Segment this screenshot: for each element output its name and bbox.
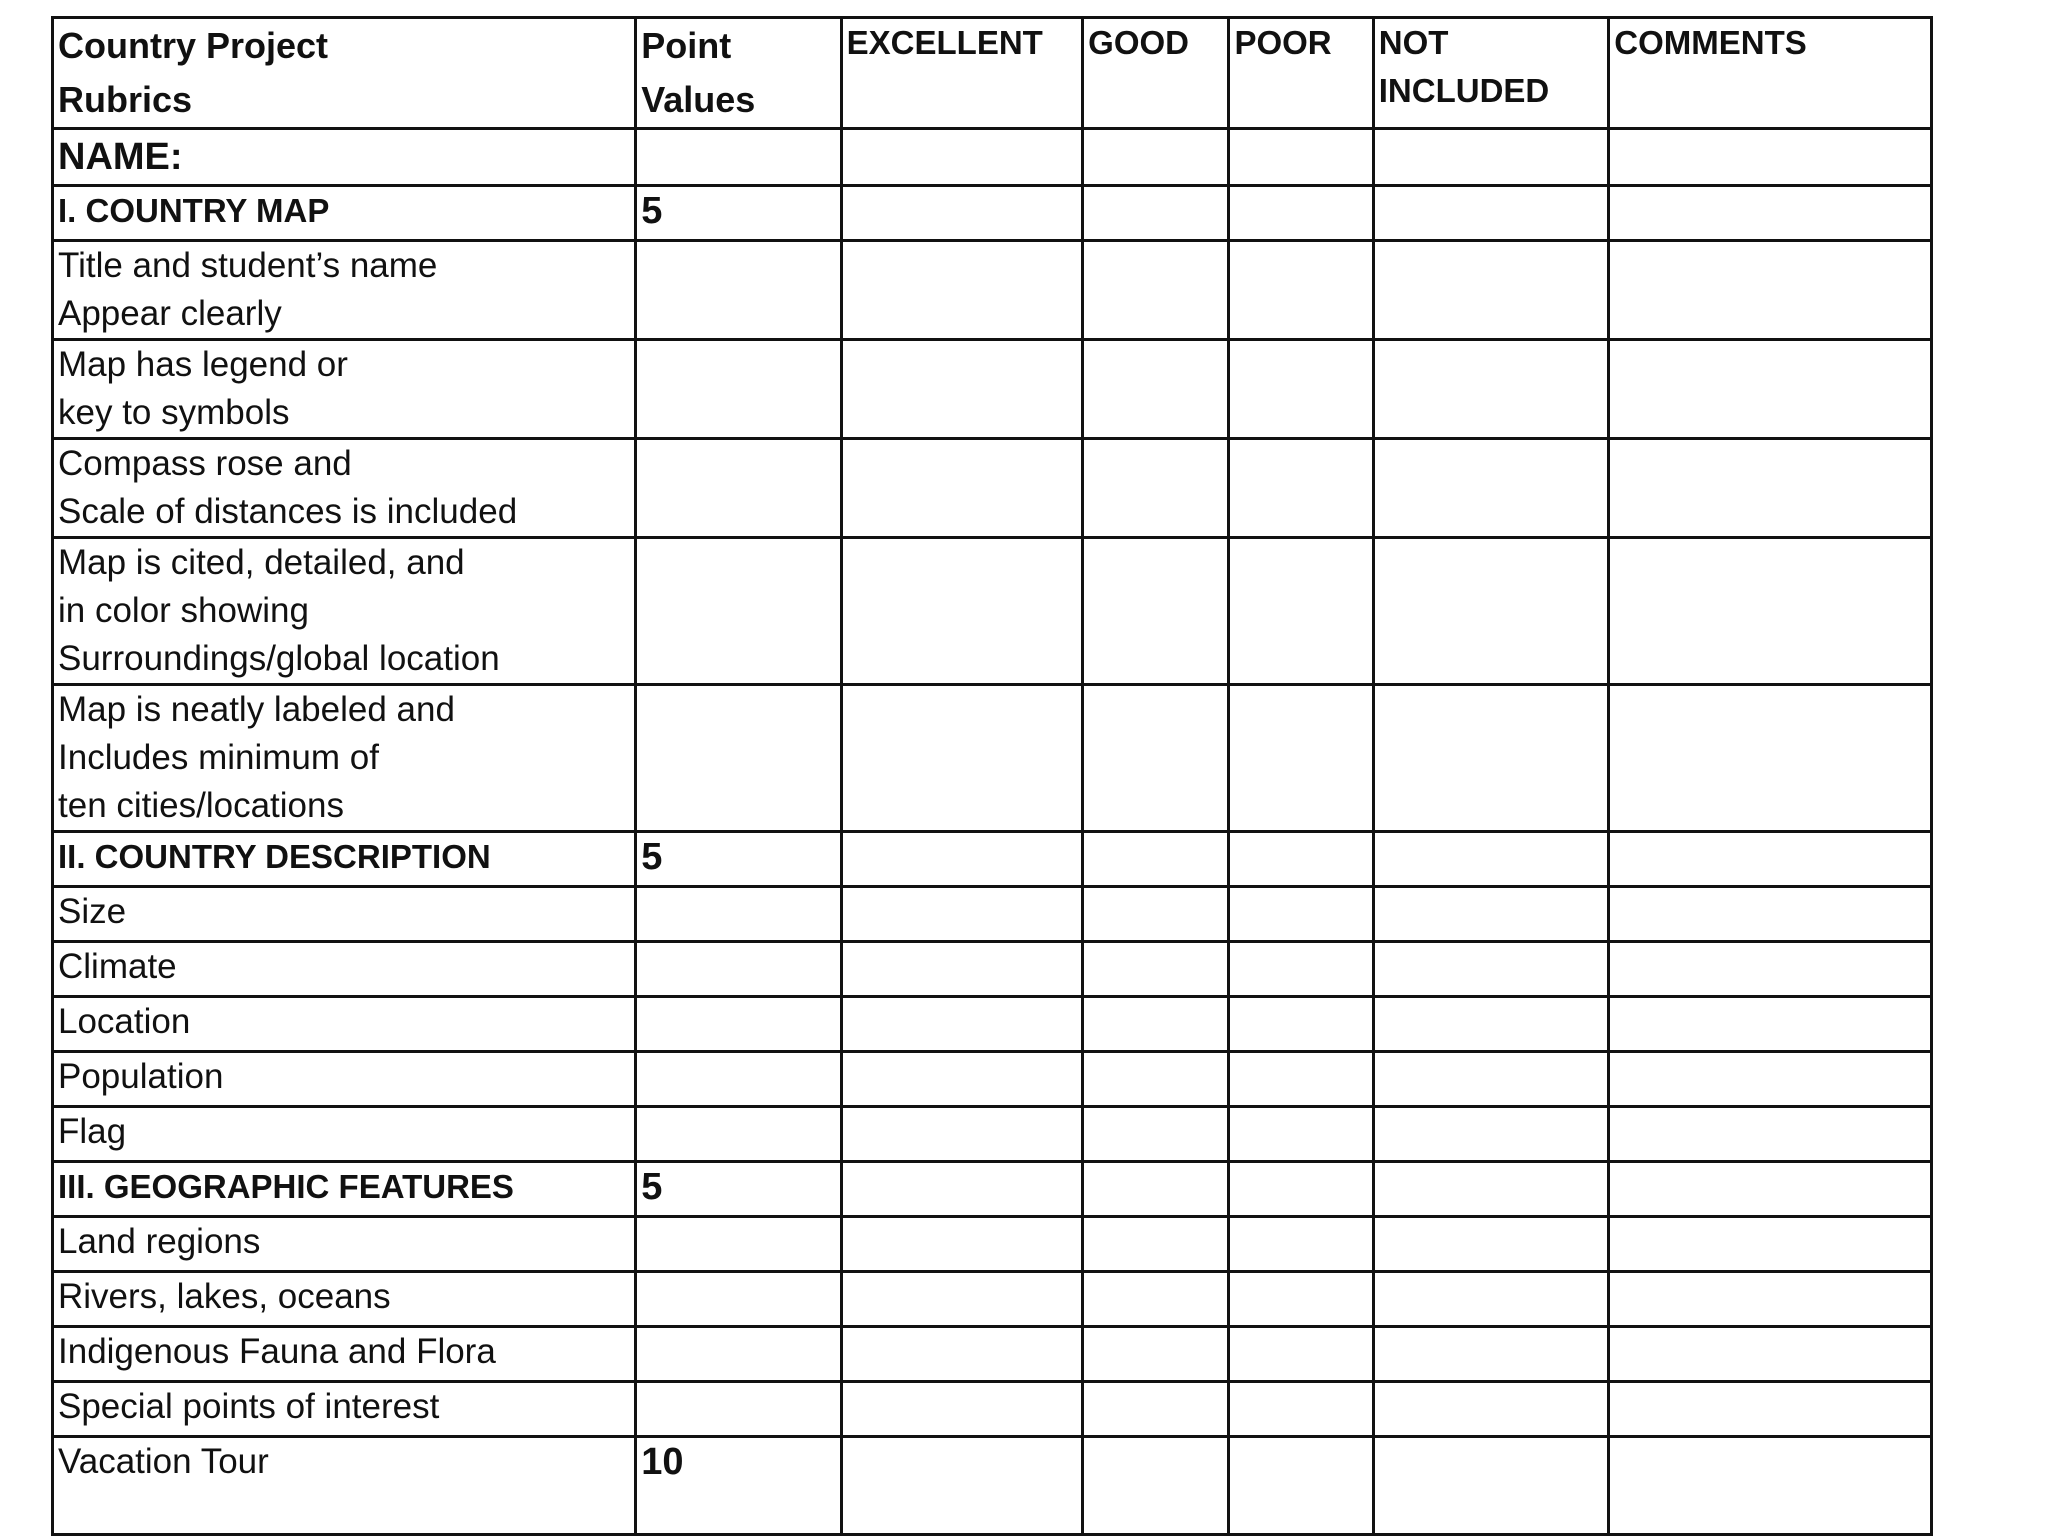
criterion-line: ten cities/locations	[58, 786, 344, 825]
section-points: 5	[636, 186, 841, 241]
criterion-line: Map is cited, detailed, and	[58, 543, 465, 582]
criterion-row	[53, 340, 1932, 439]
comment-cell	[1609, 997, 1932, 1052]
rating-cell	[1083, 340, 1229, 439]
comment-cell	[1609, 538, 1932, 685]
criterion-row	[53, 1052, 1932, 1107]
criterion-label	[53, 241, 636, 340]
criterion-label	[53, 685, 636, 832]
rating-cell	[1229, 1162, 1373, 1217]
rating-cell	[1373, 241, 1609, 340]
criterion-row	[53, 241, 1932, 340]
criterion-row	[53, 887, 1932, 942]
comment-cell	[1609, 340, 1932, 439]
points-line-1: Point	[641, 25, 732, 66]
rating-cell	[1083, 1327, 1229, 1382]
rating-cell	[1373, 439, 1609, 538]
not-included-line-1: NOT	[1378, 24, 1449, 61]
criterion-line: in color showing	[58, 591, 309, 630]
rating-cell	[1229, 129, 1373, 186]
rating-cell	[1373, 832, 1609, 887]
rating-cell	[1083, 685, 1229, 832]
criterion-line: Title and student’s name	[58, 246, 438, 285]
criterion-row	[53, 1272, 1932, 1327]
rating-cell	[1083, 439, 1229, 538]
rating-cell	[1083, 1162, 1229, 1217]
rating-cell	[841, 942, 1083, 997]
criterion-line: Surroundings/global location	[58, 639, 500, 678]
criterion-label: Population	[53, 1052, 636, 1107]
criterion-label	[53, 439, 636, 538]
rating-cell	[1083, 1052, 1229, 1107]
title-line-1: Country Project	[58, 25, 329, 66]
not-included-header	[1373, 18, 1609, 129]
points-cell	[636, 1382, 841, 1437]
rating-cell	[1373, 538, 1609, 685]
rating-cell	[1083, 1272, 1229, 1327]
comment-cell	[1609, 887, 1932, 942]
points-cell	[636, 340, 841, 439]
criterion-row	[53, 1217, 1932, 1272]
criterion-line: Compass rose and	[58, 444, 352, 483]
vacation-tour-points: 10	[636, 1437, 841, 1535]
rating-cell	[1229, 1272, 1373, 1327]
points-cell	[636, 439, 841, 538]
rating-cell	[1083, 942, 1229, 997]
rating-cell	[1083, 997, 1229, 1052]
comment-cell	[1609, 1217, 1932, 1272]
points-cell	[636, 538, 841, 685]
rating-cell	[1373, 1382, 1609, 1437]
comment-cell	[1609, 439, 1932, 538]
comment-cell	[1609, 942, 1932, 997]
rating-cell	[1229, 538, 1373, 685]
comment-cell	[1609, 685, 1932, 832]
rating-cell	[1373, 887, 1609, 942]
criterion-label: Flag	[53, 1107, 636, 1162]
comments-header: COMMENTS	[1609, 18, 1932, 129]
comment-cell	[1609, 1327, 1932, 1382]
vacation-tour-row	[53, 1437, 1932, 1535]
criterion-label: Climate	[53, 942, 636, 997]
rating-cell	[1373, 1052, 1609, 1107]
section-row-country-description	[53, 832, 1932, 887]
points-cell	[636, 942, 841, 997]
rating-cell	[1229, 1052, 1373, 1107]
not-included-line-2: INCLUDED	[1378, 72, 1550, 109]
title-line-2: Rubrics	[58, 79, 193, 120]
rating-cell	[1083, 129, 1229, 186]
points-cell	[636, 1327, 841, 1382]
section-row-country-map	[53, 186, 1932, 241]
excellent-header: EXCELLENT	[841, 18, 1083, 129]
rating-cell	[1373, 1327, 1609, 1382]
criterion-row	[53, 942, 1932, 997]
criterion-row	[53, 439, 1932, 538]
criterion-line: Map has legend or	[58, 345, 348, 384]
rubric-table	[51, 16, 1933, 1536]
section-points: 5	[636, 1162, 841, 1217]
rating-cell	[1373, 186, 1609, 241]
rating-cell	[1229, 439, 1373, 538]
rating-cell	[1229, 685, 1373, 832]
rating-cell	[841, 1272, 1083, 1327]
rating-cell	[1373, 942, 1609, 997]
rating-cell	[1083, 887, 1229, 942]
section-title: II. COUNTRY DESCRIPTION	[53, 832, 636, 887]
rating-cell	[841, 1217, 1083, 1272]
rating-cell	[1229, 1382, 1373, 1437]
rating-cell	[1229, 241, 1373, 340]
title-header	[53, 18, 636, 129]
rating-cell	[1373, 129, 1609, 186]
comment-cell	[1609, 1272, 1932, 1327]
criterion-row	[53, 1327, 1932, 1382]
rating-cell	[1083, 1217, 1229, 1272]
rating-cell	[1229, 887, 1373, 942]
criterion-line: Includes minimum of	[58, 738, 379, 777]
rating-cell	[841, 439, 1083, 538]
rating-cell	[841, 241, 1083, 340]
comment-cell	[1609, 832, 1932, 887]
criterion-label: Land regions	[53, 1217, 636, 1272]
criterion-label	[53, 538, 636, 685]
criterion-label: Special points of interest	[53, 1382, 636, 1437]
rating-cell	[1083, 1437, 1229, 1535]
rating-cell	[1083, 186, 1229, 241]
rating-cell	[841, 1327, 1083, 1382]
criterion-row	[53, 997, 1932, 1052]
comment-cell	[1609, 1437, 1932, 1535]
rating-cell	[1229, 832, 1373, 887]
rating-cell	[841, 538, 1083, 685]
rating-cell	[841, 129, 1083, 186]
section-points: 5	[636, 832, 841, 887]
comment-cell	[1609, 1382, 1932, 1437]
criterion-label: Size	[53, 887, 636, 942]
criterion-row	[53, 685, 1932, 832]
section-title: I. COUNTRY MAP	[53, 186, 636, 241]
points-cell	[636, 1052, 841, 1107]
header-row	[53, 18, 1932, 129]
name-points-cell	[636, 129, 841, 186]
criterion-label: Rivers, lakes, oceans	[53, 1272, 636, 1327]
criterion-row	[53, 538, 1932, 685]
name-row	[53, 129, 1932, 186]
poor-header: POOR	[1229, 18, 1373, 129]
points-cell	[636, 1217, 841, 1272]
point-values-header	[636, 18, 841, 129]
rating-cell	[841, 186, 1083, 241]
rating-cell	[1373, 1272, 1609, 1327]
points-cell	[636, 997, 841, 1052]
rating-cell	[1373, 1107, 1609, 1162]
rating-cell	[841, 1052, 1083, 1107]
section-title: III. GEOGRAPHIC FEATURES	[53, 1162, 636, 1217]
points-cell	[636, 887, 841, 942]
criterion-label: Indigenous Fauna and Flora	[53, 1327, 636, 1382]
rating-cell	[1229, 1217, 1373, 1272]
criterion-line: Scale of distances is included	[58, 492, 518, 531]
rating-cell	[841, 832, 1083, 887]
criterion-line: Appear clearly	[58, 294, 282, 333]
comment-cell	[1609, 1162, 1932, 1217]
rating-cell	[841, 887, 1083, 942]
criterion-label: Location	[53, 997, 636, 1052]
section-row-geographic-features	[53, 1162, 1932, 1217]
rating-cell	[1229, 186, 1373, 241]
comment-cell	[1609, 1052, 1932, 1107]
rating-cell	[1373, 1437, 1609, 1535]
points-cell	[636, 241, 841, 340]
rating-cell	[1373, 997, 1609, 1052]
criterion-line: key to symbols	[58, 393, 290, 432]
points-cell	[636, 1272, 841, 1327]
rating-cell	[1229, 997, 1373, 1052]
rating-cell	[1229, 1437, 1373, 1535]
rating-cell	[1083, 538, 1229, 685]
rating-cell	[1229, 1327, 1373, 1382]
rating-cell	[841, 1162, 1083, 1217]
rating-cell	[1083, 1107, 1229, 1162]
rating-cell	[1229, 942, 1373, 997]
rating-cell	[841, 1107, 1083, 1162]
points-line-2: Values	[641, 79, 756, 120]
rating-cell	[1229, 340, 1373, 439]
vacation-tour-label: Vacation Tour	[53, 1437, 636, 1535]
comment-cell	[1609, 241, 1932, 340]
rating-cell	[1083, 1382, 1229, 1437]
good-header: GOOD	[1083, 18, 1229, 129]
criterion-label	[53, 340, 636, 439]
rating-cell	[1373, 685, 1609, 832]
rating-cell	[841, 1437, 1083, 1535]
rating-cell	[841, 1382, 1083, 1437]
comment-cell	[1609, 129, 1932, 186]
name-label: NAME:	[53, 129, 636, 186]
rating-cell	[1083, 832, 1229, 887]
criterion-row	[53, 1382, 1932, 1437]
rating-cell	[1083, 241, 1229, 340]
comment-cell	[1609, 1107, 1932, 1162]
rating-cell	[1373, 340, 1609, 439]
rating-cell	[841, 997, 1083, 1052]
rubric-sheet	[51, 16, 1933, 1521]
criterion-line: Map is neatly labeled and	[58, 690, 455, 729]
comment-cell	[1609, 186, 1932, 241]
points-cell	[636, 1107, 841, 1162]
criterion-row	[53, 1107, 1932, 1162]
rating-cell	[841, 340, 1083, 439]
rating-cell	[1373, 1217, 1609, 1272]
rating-cell	[841, 685, 1083, 832]
rating-cell	[1229, 1107, 1373, 1162]
points-cell	[636, 685, 841, 832]
rating-cell	[1373, 1162, 1609, 1217]
